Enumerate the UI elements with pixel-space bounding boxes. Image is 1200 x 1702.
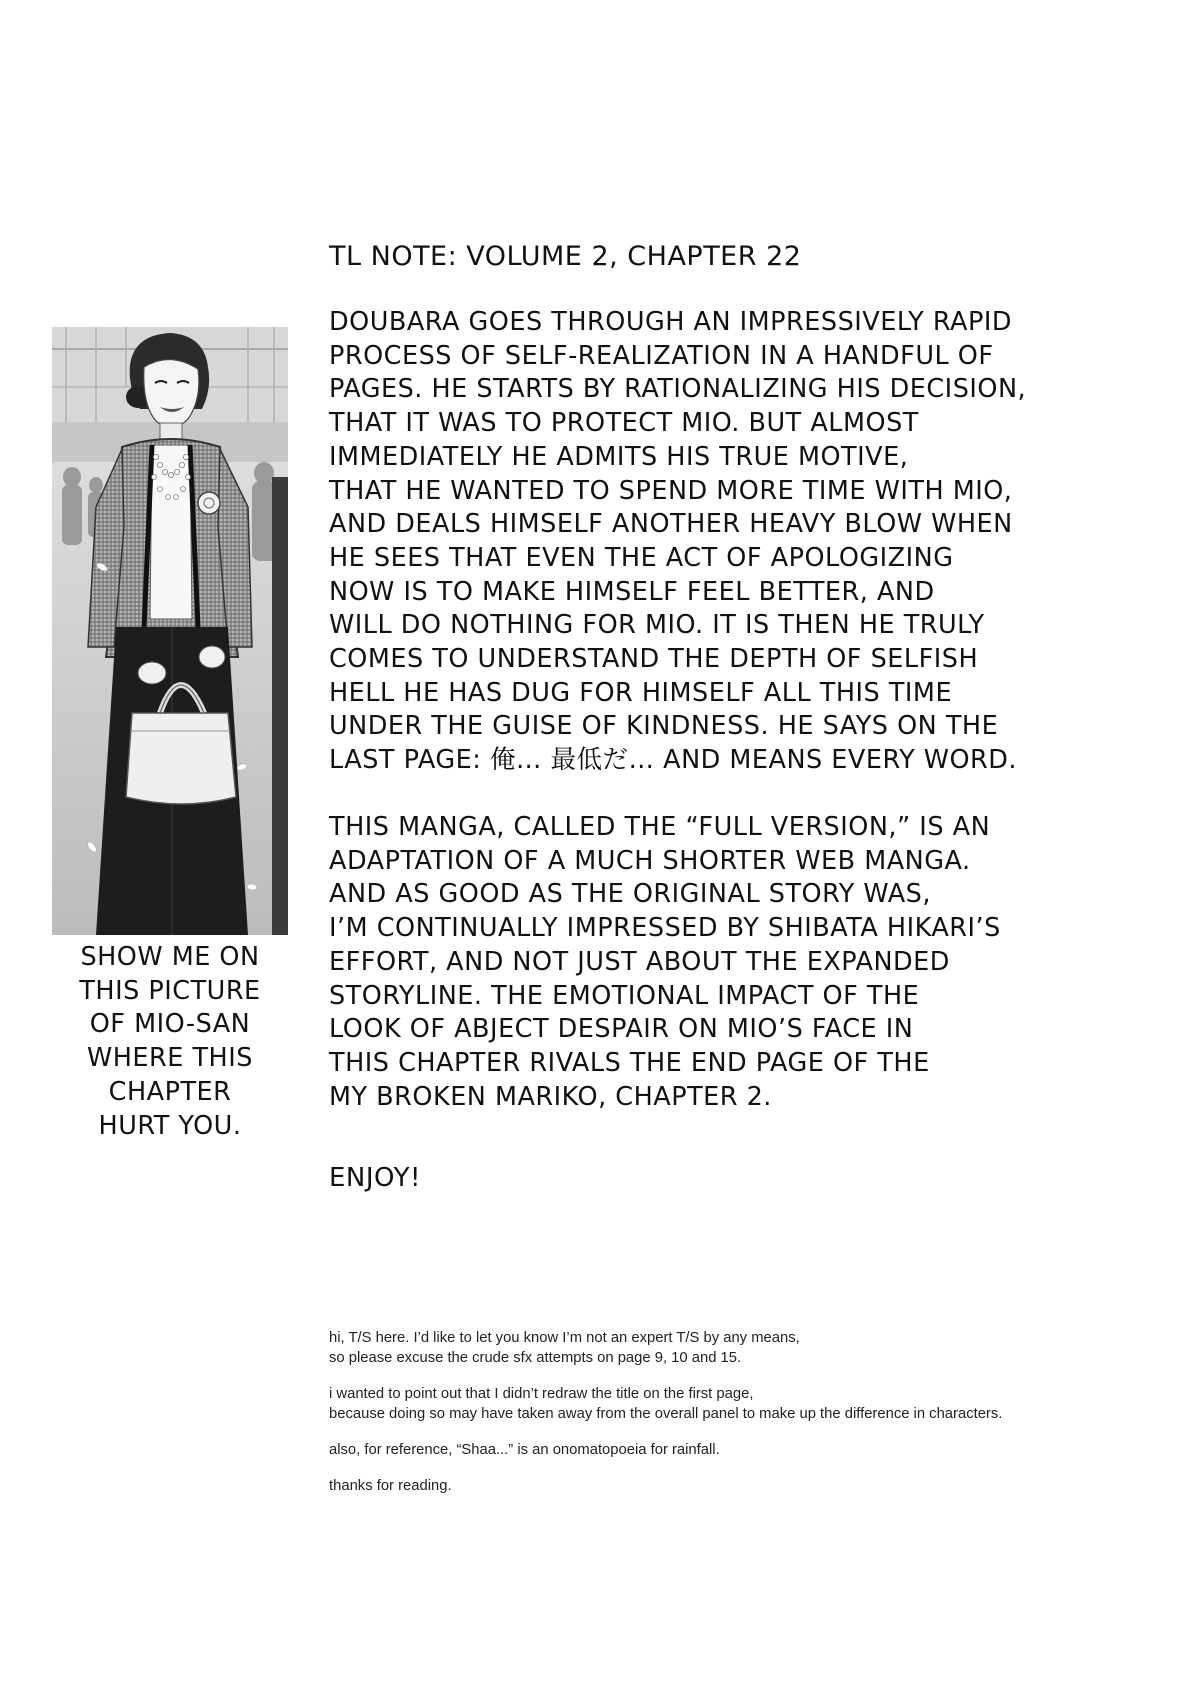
ts-note: [329, 1384, 1002, 1424]
tl-note-heading: TL NOTE: VOLUME 2, CHAPTER 22: [329, 241, 802, 272]
paragraph-line: EFFORT, AND NOT JUST ABOUT THE EXPANDED: [329, 946, 950, 977]
paragraph-line: HE SEES THAT EVEN THE ACT OF APOLOGIZING: [329, 542, 954, 573]
caption-line: THIS PICTURE: [79, 975, 261, 1006]
caption-line: WHERE THIS: [87, 1043, 253, 1074]
paragraph-line: THIS MANGA, CALLED THE “FULL VERSION,” IS AN: [329, 812, 991, 842]
enjoy-line: ENJOY!: [329, 1163, 421, 1193]
paragraph-line: THIS CHAPTER RIVALS THE END PAGE OF THE: [329, 1047, 930, 1078]
paragraph-line: PAGES. HE STARTS BY RATIONALIZING HIS DECISION,: [329, 374, 1027, 405]
caption-line: SHOW ME ON: [80, 942, 260, 972]
note-line: also, for reference, “Shaa...” is an onomatopoeia for rainfall.: [329, 1442, 720, 1458]
illustration-caption: [52, 941, 288, 1143]
note-line: thanks for reading.: [329, 1478, 452, 1494]
paragraph-line: STORYLINE. THE EMOTIONAL IMPACT OF THE: [329, 980, 920, 1011]
caption-line: CHAPTER: [108, 1076, 232, 1107]
paragraph-line: HELL HE HAS DUG FOR HIMSELF ALL THIS TIME: [329, 677, 953, 708]
note-line: hi, T/S here. I’d like to let you know I’m not an expert T/S by any means,: [329, 1330, 800, 1346]
paragraph-line: I’M CONTINUALLY IMPRESSED BY SHIBATA HIKARI’S: [329, 913, 1001, 944]
paragraph-line: LAST PAGE: 俺… 最低だ… AND MEANS EVERY WORD.: [329, 745, 1017, 776]
paragraph-line: PROCESS OF SELF-REALIZATION IN A HANDFUL OF: [329, 340, 994, 371]
paragraph-line: UNDER THE GUISE OF KINDNESS. HE SAYS ON THE: [329, 711, 999, 742]
paragraph-line: DOUBARA GOES THROUGH AN IMPRESSIVELY RAPID: [329, 307, 1012, 337]
mio-san-illustration: [52, 327, 288, 935]
tl-note-paragraph-1: [329, 306, 1026, 778]
paragraph-line: THAT HE WANTED TO SPEND MORE TIME WITH MIO,: [329, 475, 1013, 506]
paragraph-line: THAT IT WAS TO PROTECT MIO. BUT ALMOST: [329, 408, 919, 439]
caption-line: HURT YOU.: [98, 1110, 242, 1141]
paragraph-line: AND DEALS HIMSELF ANOTHER HEAVY BLOW WHEN: [329, 509, 1013, 540]
tl-note-paragraph-2: [329, 811, 1001, 1114]
caption-line: OF MIO-SAN: [89, 1009, 251, 1040]
paragraph-line: AND AS GOOD AS THE ORIGINAL STORY WAS,: [329, 879, 931, 910]
paragraph-line: MY BROKEN MARIKO, CHAPTER 2.: [329, 1081, 772, 1112]
ts-note: [329, 1328, 1002, 1368]
ts-notes: [329, 1328, 1002, 1512]
paragraph-line: NOW IS TO MAKE HIMSELF FEEL BETTER, AND: [329, 576, 935, 607]
paragraph-line: WILL DO NOTHING FOR MIO. IT IS THEN HE TRULY: [329, 610, 985, 641]
note-line: so please excuse the crude sfx attempts on page 9, 10 and 15.: [329, 1350, 742, 1366]
ts-note: [329, 1476, 1002, 1496]
ts-note: [329, 1440, 1002, 1460]
note-line: i wanted to point out that I didn’t redraw the title on the first page,: [329, 1386, 754, 1402]
paragraph-line: COMES TO UNDERSTAND THE DEPTH OF SELFISH: [329, 644, 979, 675]
note-line: because doing so may have taken away from the overall panel to make up the difference in characters.: [329, 1406, 1003, 1422]
paragraph-line: ADAPTATION OF A MUCH SHORTER WEB MANGA.: [329, 845, 971, 876]
paragraph-line: LOOK OF ABJECT DESPAIR ON MIO’S FACE IN: [329, 1014, 914, 1045]
paragraph-line: IMMEDIATELY HE ADMITS HIS TRUE MOTIVE,: [329, 441, 909, 472]
